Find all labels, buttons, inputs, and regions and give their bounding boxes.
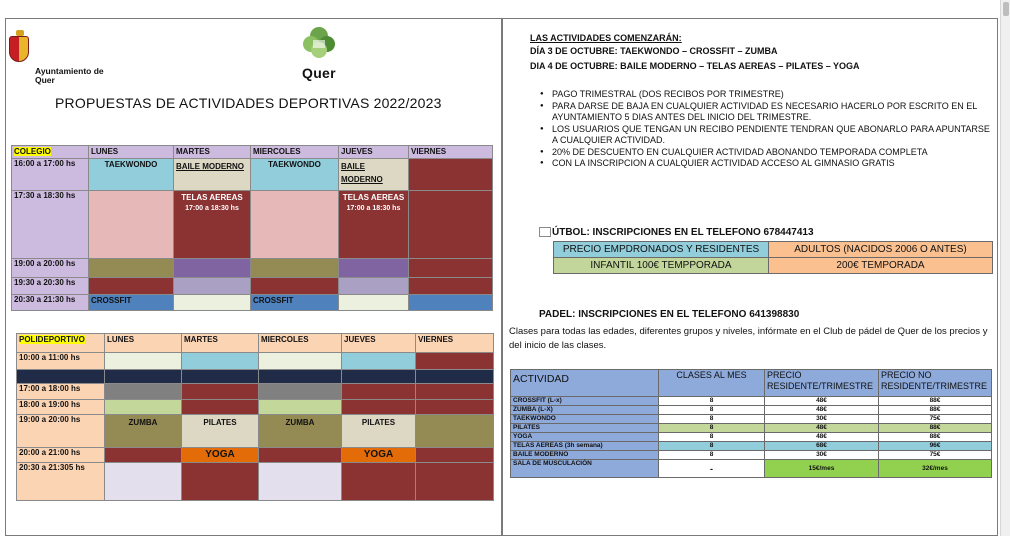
activity-cell [339,278,409,295]
activity-cell [105,400,182,415]
header-martes: MARTES [182,334,259,353]
activity-cell [259,400,342,415]
activity-cell [259,448,342,463]
activity-cell: PILATES [342,415,416,448]
precio-empadronados: PRECIO EMPDRONADOS Y RESIDENTES [554,242,769,258]
table-row: PILATES 8 48€ 88€ [511,424,992,433]
activity-cell [105,370,182,384]
activity-cell: ZUMBA [259,415,342,448]
activity-cell [416,463,494,501]
activity-cell [339,259,409,278]
header-viernes: VIERNES [409,146,493,159]
activity-cell [251,259,339,278]
activity-cell [409,191,493,259]
activity-cell [342,370,416,384]
header-jueves: JUEVES [339,146,409,159]
activity-cell [409,259,493,278]
activity-cell [339,295,409,311]
activity-cell [182,384,259,400]
header-jueves: JUEVES [342,334,416,353]
activity-cell [342,400,416,415]
header-miercoles: MIERCOLES [259,334,342,353]
activity-cell [342,463,416,501]
padel-heading: PADEL: INSCRIPCIONES EN EL TELEFONO 641398830 [539,309,800,320]
time-slot: 17:00 a 18:00 hs [17,384,105,400]
activity-cell [409,278,493,295]
activity-cell [416,415,494,448]
activity-cell [182,463,259,501]
time-slot [17,370,105,384]
time-slot: 20:30 a 21:305 hs [17,463,105,501]
padel-text: Clases para todas las edades, diferentes grupos y niveles, infórmate en el Club de pádel de Quer de los precios y del inicio de las clases. [509,326,988,351]
header-lunes: LUNES [105,334,182,353]
activity-cell [182,370,259,384]
activity-cell [105,448,182,463]
start-heading: LAS ACTIVIDADES COMENZARÁN: [530,33,682,43]
time-slot: 20:00 a 21:00 hs [17,448,105,463]
colegio-schedule [11,145,493,311]
activity-cell: CROSSFIT [89,295,174,311]
list-item: ● LOS USUARIOS QUE TENGAN UN RECIBO PENDIENTE TENDRAN QUE ABONARLO PARA APUNTARSE A CUALQUIER ACTIVIDAD. [540,124,990,147]
activity-cell [174,278,251,295]
activity-cell [251,191,339,259]
activity-cell [259,370,342,384]
col-header: PRECIO RESIDENTE/TRIMESTRE [765,370,879,397]
header-colegio: COLEGIO [12,146,89,159]
start-day4: DIA 4 DE OCTUBRE: BAILE MODERNO – TELAS AEREAS – PILATES – YOGA [530,61,860,71]
activity-cell: PILATES [182,415,259,448]
tarifas-table [510,369,992,478]
activity-cell [89,259,174,278]
time-slot: 16:00 a 17:00 hs [12,159,89,191]
activity-cell [416,353,494,370]
time-slot: 20:30 a 21:30 hs [12,295,89,311]
futbol-price-table [553,241,993,274]
activity-cell [105,384,182,400]
time-slot: 19:30 a 20:30 hs [12,278,89,295]
activity-cell: YOGA [342,448,416,463]
activity-cell: TELAS AEREAS 17:00 a 18:30 hs [339,191,409,259]
activity-cell [259,353,342,370]
table-move-handle-icon[interactable] [539,227,551,237]
activity-cell [259,463,342,501]
header-polideportivo: POLIDEPORTIVO [17,334,105,353]
coat-of-arms-icon [9,36,29,62]
adultos-precio: 200€ TEMPORADA [769,258,993,274]
time-slot: 19:00 a 20:00 hs [17,415,105,448]
polideportivo-schedule [16,333,494,501]
table-row: TAEKWONDO 8 30€ 75€ [511,415,992,424]
activity-cell [174,259,251,278]
activity-cell [174,295,251,311]
activity-cell [416,384,494,400]
list-item: ● CON LA INSCRIPCION A CUALQUIER ACTIVIDAD ACCESO AL GIMNASIO GRATIS [540,158,990,170]
activity-cell [416,448,494,463]
activity-cell: BAILE MODERNO [174,159,251,191]
time-slot: 10:00 a 11:00 hs [17,353,105,370]
activity-cell [182,400,259,415]
conditions-list [540,89,990,170]
activity-cell [105,353,182,370]
table-row: SALA DE MUSCULACIÓN - 15€/mes 32€/mes [511,460,992,478]
table-row: YOGA 8 48€ 88€ [511,433,992,442]
header-viernes: VIERNES [416,334,494,353]
activity-cell [89,191,174,259]
activity-cell [416,400,494,415]
futbol-heading: ÚTBOL: INSCRIPCIONES EN EL TELEFONO 678447413 [552,227,814,238]
header-martes: MARTES [174,146,251,159]
activity-cell [105,463,182,501]
table-row: TELAS AEREAS (3h semana) 8 68€ 96€ [511,442,992,451]
col-header: ACTIVIDAD [511,370,659,397]
activity-cell: TAEKWONDO [251,159,339,191]
activity-cell: ZUMBA [105,415,182,448]
scrollbar-thumb[interactable] [1003,2,1009,16]
activity-cell [416,370,494,384]
col-header: CLASES AL MES [659,370,765,397]
activity-cell [342,353,416,370]
activity-cell: YOGA [182,448,259,463]
activity-cell [409,295,493,311]
table-row: CROSSFIT (L-x) 8 48€ 88€ [511,397,992,406]
header-miercoles: MIERCOLES [251,146,339,159]
activity-cell [342,384,416,400]
adultos-label: ADULTOS (NACIDOS 2006 O ANTES) [769,242,993,258]
time-slot: 18:00 a 19:00 hs [17,400,105,415]
list-item: ● 20% DE DESCUENTO EN CUALQUIER ACTIVIDAD ABONANDO TEMPORADA COMPLETA [540,147,990,159]
brand-name: Quer [302,65,336,81]
activity-cell: CROSSFIT [251,295,339,311]
activity-cell [259,384,342,400]
page-title: PROPUESTAS DE ACTIVIDADES DEPORTIVAS 2022/2023 [55,95,442,111]
activity-cell [251,278,339,295]
activity-cell [409,159,493,191]
col-header: PRECIO NO RESIDENTE/TRIMESTRE [879,370,992,397]
table-row: BAILE MODERNO 8 30€ 75€ [511,451,992,460]
header-lunes: LUNES [89,146,174,159]
start-day3: DÍA 3 DE OCTUBRE: TAEKWONDO – CROSSFIT – ZUMBA [530,46,778,56]
time-slot: 17:30 a 18:30 hs [12,191,89,259]
activity-cell: BAILE MODERNO [339,159,409,191]
table-row: ZUMBA (L-X) 8 48€ 88€ [511,406,992,415]
activity-cell [89,278,174,295]
activity-cell: TELAS AEREAS 17:00 a 18:30 hs [174,191,251,259]
list-item: ● PARA DARSE DE BAJA EN CUALQUIER ACTIVIDAD ES NECESARIO HACERLO POR ESCRITO EN EL AYUNTAMIENTO 5 DIAS ANTES DEL INICIO DEL TRIMESTRE. [540,101,990,124]
infantil-precio: INFANTIL 100€ TEMPPORADA [554,258,769,274]
activity-cell: TAEKWONDO [89,159,174,191]
list-item: ● PAGO TRIMESTRAL (DOS RECIBOS POR TRIMESTRE) [540,89,990,101]
activity-cell [182,353,259,370]
municipality-name: Ayuntamiento de Quer [35,66,104,85]
time-slot: 19:00 a 20:00 hs [12,259,89,278]
quer-logo-icon [299,24,339,64]
vertical-scrollbar[interactable] [1000,0,1010,536]
